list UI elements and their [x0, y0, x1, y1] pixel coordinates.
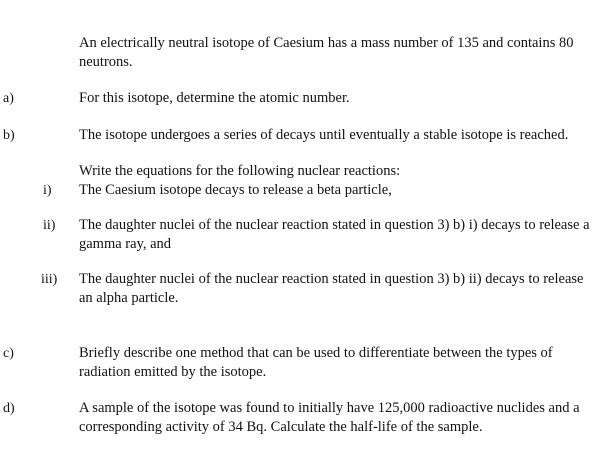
question-label-a: a)	[3, 91, 14, 106]
question-text-c: Briefly describe one method that can be used to differentiate between the types of radiation emitted by the isotope.	[79, 345, 553, 380]
question-text-d: A sample of the isotope was found to initially have 125,000 radioactive nuclides and a corresponding activity of 34 Bq. Calculate the half-life of the sample.	[79, 400, 580, 435]
question-instruction-b: Write the equations for the following nuclear reactions:	[79, 163, 401, 179]
subquestion-label-b-ii: ii)	[43, 218, 56, 233]
subquestion-text-b-iii: The daughter nuclei of the nuclear reaction stated in question 3) b) ii) decays to release an alpha particle.	[79, 271, 584, 306]
subquestion-text-b-ii: The daughter nuclei of the nuclear reaction stated in question 3) b) i) decays to release a gamma ray, and	[79, 217, 590, 252]
question-label-b: b)	[3, 128, 15, 143]
subquestion-label-b-iii: iii)	[41, 272, 58, 287]
subquestion-text-b-i: The Caesium isotope decays to release a beta particle,	[79, 182, 392, 198]
intro-text: An electrically neutral isotope of Caesium has a mass number of 135 and contains 80 neutrons.	[79, 35, 574, 70]
question-label-c: c)	[3, 346, 14, 361]
question-text-b: The isotope undergoes a series of decays until eventually a stable isotope is reached.	[79, 127, 569, 143]
subquestion-label-b-i: i)	[43, 183, 52, 198]
question-text-a: For this isotope, determine the atomic number.	[79, 90, 350, 106]
question-label-d: d)	[3, 401, 15, 416]
